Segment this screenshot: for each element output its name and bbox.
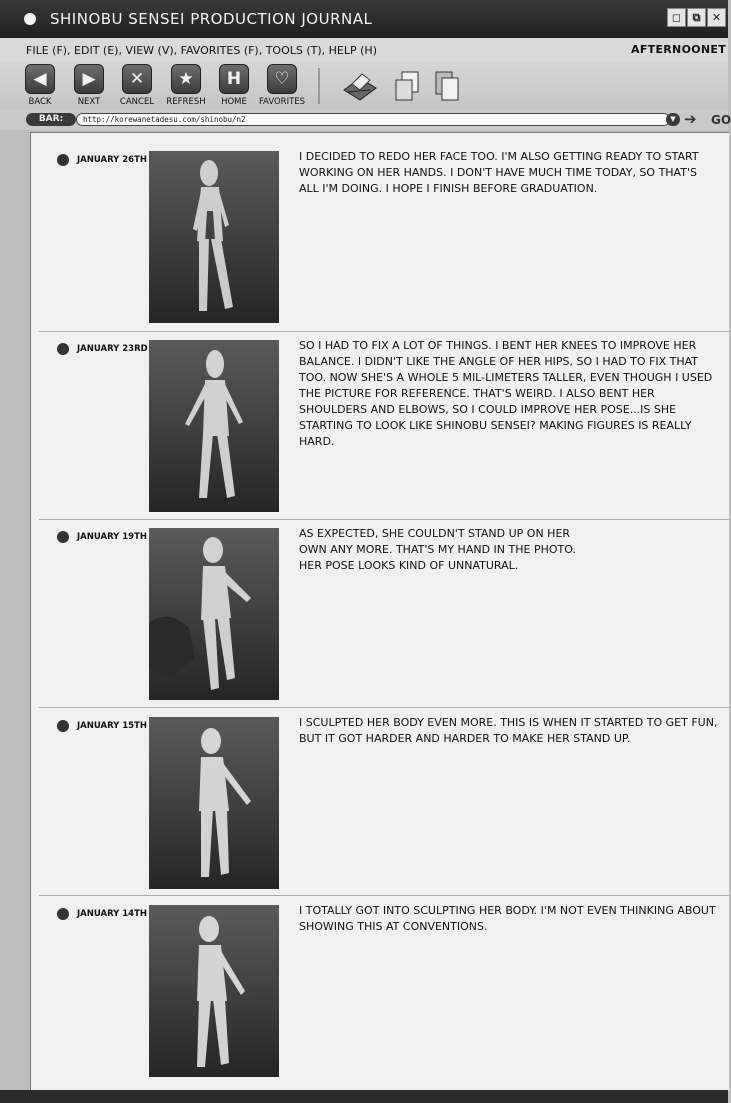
window-title: SHINOBU SENSEI PRODUCTION JOURNAL	[50, 10, 373, 28]
entry-text: SO I HAD TO FIX A LOT OF THINGS. I BENT HER KNEES TO IMPROVE HER BALANCE. I DIDN'T LIKE THE ANGLE OF HER HIPS, SO I HAD TO FIX THAT TOO. NOW SHE'S A WHOLE 5 MIL-LIMETERS TALLER, EVEN THOUGH I USED THE PICTURE FOR REFERENCE. THAT'S WEIRD. I ALSO BENT HER SHOULDERS AND ELBOWS, SO I COULD IMPROVE HER POSE...IS SHE STARTING TO LOOK LIKE SHINOBU SENSEI? MAKING FIGURES IS REALLY HARD.	[299, 339, 716, 448]
bullet-icon	[57, 343, 69, 355]
home-button[interactable]	[207, 64, 261, 110]
close-icon: ✕	[711, 11, 722, 24]
h-icon: H	[219, 64, 249, 94]
home-label: HOME	[221, 97, 247, 107]
close-button[interactable]	[707, 8, 726, 27]
brand-logo: AFTERNOONET	[631, 43, 726, 56]
go-arrow-icon[interactable]: ➔	[684, 110, 697, 128]
toolbar	[0, 62, 728, 110]
journal-entry	[45, 149, 729, 331]
address-label: BAR:	[26, 113, 76, 126]
figure-silhouette-icon	[149, 528, 279, 700]
bullet-icon	[57, 531, 69, 543]
print-button[interactable]	[340, 68, 380, 104]
pages-icon	[432, 68, 462, 104]
refresh-label: REFRESH	[166, 97, 206, 107]
title-bar	[0, 0, 728, 38]
refresh-button[interactable]	[159, 64, 213, 110]
cancel-label: CANCEL	[119, 97, 155, 107]
cancel-button[interactable]	[110, 64, 164, 110]
favorites-button[interactable]	[255, 64, 309, 110]
entry-divider	[39, 707, 729, 708]
copy-icon	[392, 68, 422, 104]
bullet-icon	[57, 720, 69, 732]
next-button[interactable]	[62, 64, 116, 110]
entry-divider	[39, 331, 729, 332]
maximize-icon: ⧉	[692, 11, 701, 24]
star-icon: ★	[171, 64, 201, 94]
journal-entry	[45, 338, 729, 520]
journal-entry	[45, 903, 729, 1085]
entry-text: I DECIDED TO REDO HER FACE TOO. I'M ALSO GETTING READY TO START WORKING ON HER HANDS. I DON'T HAVE MUCH TIME TODAY, SO THAT'S ALL I'M DOING. I HOPE I FINISH BEFORE GRADUATION.	[299, 150, 703, 195]
toolbar-separator	[318, 68, 320, 104]
printer-icon	[340, 68, 380, 104]
menu-items[interactable]: FILE (F), EDIT (E), VIEW (V), FAVORITES (F), TOOLS (T), HELP (H)	[26, 44, 377, 57]
figure-silhouette-icon	[149, 151, 279, 323]
back-label: BACK	[28, 97, 52, 107]
minimize-icon: ◻	[671, 11, 682, 24]
arrow-right-icon: ▶	[74, 64, 104, 94]
figure-photo	[149, 905, 279, 1077]
entry-divider	[39, 519, 729, 520]
status-bar	[0, 1090, 728, 1103]
figure-silhouette-icon	[149, 905, 279, 1077]
pages-button[interactable]	[432, 68, 462, 104]
maximize-button[interactable]	[687, 8, 706, 27]
entry-date: JANUARY 14TH	[77, 909, 148, 919]
entry-divider	[39, 895, 729, 896]
arrow-left-icon: ◀	[25, 64, 55, 94]
journal-content	[30, 132, 729, 1091]
bullet-icon	[57, 908, 69, 920]
figure-silhouette-icon	[149, 340, 279, 512]
entry-date: JANUARY 19TH	[77, 532, 148, 542]
back-button[interactable]	[13, 64, 67, 110]
entry-date: JANUARY 26TH	[77, 155, 148, 165]
entry-text: AS EXPECTED, SHE COULDN'T STAND UP ON HER OWN ANY MORE. THAT'S MY HAND IN THE PHOTO. HER POSE LOOKS KIND OF UNNATURAL.	[299, 527, 576, 572]
bullet-icon	[57, 154, 69, 166]
favorites-label: FAVORITES	[258, 97, 306, 107]
next-label: NEXT	[77, 97, 101, 107]
chevron-down-icon[interactable]: ▼	[666, 113, 680, 126]
entry-date: JANUARY 15TH	[77, 721, 148, 731]
figure-photo	[149, 151, 279, 323]
figure-silhouette-icon	[149, 717, 279, 889]
figure-photo	[149, 340, 279, 512]
go-button[interactable]: GO	[711, 113, 731, 127]
journal-entry	[45, 715, 729, 897]
entry-date: JANUARY 23RD	[77, 344, 148, 354]
title-dot-icon	[24, 13, 36, 25]
menu-bar	[0, 38, 728, 62]
heart-icon: ♡	[267, 64, 297, 94]
x-icon: ✕	[122, 64, 152, 94]
address-bar	[0, 110, 731, 130]
copy-button[interactable]	[392, 68, 422, 104]
url-input[interactable]: http://korewanetadesu.com/shinobu/n2	[76, 113, 670, 126]
minimize-button[interactable]	[667, 8, 686, 27]
figure-photo	[149, 717, 279, 889]
journal-entry	[45, 526, 729, 708]
figure-photo	[149, 528, 279, 700]
entry-text: I TOTALLY GOT INTO SCULPTING HER BODY. I'M NOT EVEN THINKING ABOUT SHOWING THIS AT CONVENTIONS.	[299, 904, 720, 933]
entry-text: I SCULPTED HER BODY EVEN MORE. THIS IS WHEN IT STARTED TO GET FUN, BUT IT GOT HARDER AND HARDER TO MAKE HER STAND UP.	[299, 716, 721, 745]
